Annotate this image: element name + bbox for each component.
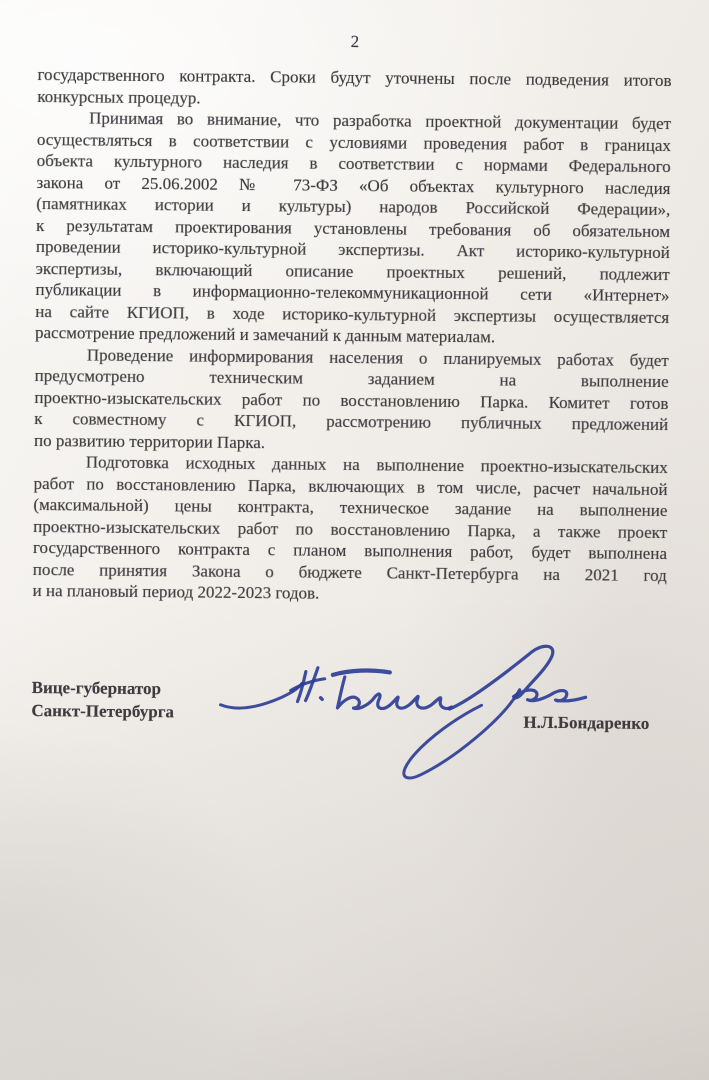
text-line: на сайте КГИОП, в ходе историко-культурной экспертизы осуществляется [35,301,670,327]
text-line: и на плановый период 2022-2023 годов. [32,580,320,603]
text-line: объекта культурного наследия в соответствии с нормами Федерального [36,150,671,177]
text-line: Принимая во внимание, что разработка проектной документации будет [89,108,672,134]
text-line: предусмотрено техническим заданием на выполнение [34,365,669,392]
text-line: (памятниках истории и культуры) народов Российской Федерации», [36,193,671,220]
signature-block [31,675,665,734]
text-line: после принятия Закона о бюджете Санкт-Петербурга на 2021 год [32,559,667,585]
text-line: Подготовка исходных данных на выполнение проектно-изыскательских [85,452,668,478]
text-line: государственного контракта. Сроки будут уточнены после подведения итогов [37,64,672,91]
letter-page [31,28,672,735]
text-line: к совместному с КГИОП, рассмотрению публичных предложений [34,408,669,435]
text-line: осуществляться в соответствии с условиями проведения работ в границах [36,129,671,155]
signature-path [333,670,390,675]
text-line: конкурсных процедур. [37,86,201,108]
text-line: работ по восстановлению Парка, включающих в том числе, расчет начальной [33,473,668,499]
text-line: (максимальной) цены контракта, техническое задание на выполнение [33,494,668,521]
signer-title-line1: Вице-губернатор [31,677,162,698]
signer-name: Н.Л.Бондаренко [523,712,650,733]
page-number: 2 [350,32,360,52]
signer-title-line2: Санкт-Петербурга [31,700,175,721]
text-line: по развитию территории Парка. [33,430,266,452]
text-line: проведении историко-культурной экспертизы. Акт историко-культурной [35,236,670,263]
signer-title [31,675,174,722]
text-line: проектно-изыскательских работ по восстановлению Парка. Комитет готов [34,387,669,413]
text-line: проектно-изыскательских работ по восстановлению Парка, а также проект [33,516,668,542]
text-line: к результатам проектирования установлены требования об обязательном [36,215,671,241]
text-line: Проведение информирования населения о планируемых работах будет [86,344,669,370]
text-line: публикации в информационно-телекоммуникационной сети «Интернет» [35,279,670,306]
text-line: государственного контракта с планом выполнения работ, будет выполнена [32,537,668,564]
text-line: закона от 25.06.2002 № 73-ФЗ «Об объектах культурного наследия [36,172,671,198]
text-line: рассмотрение предложений и замечаний к данным материалам. [34,322,496,347]
document-body [32,64,671,608]
text-line: экспертизы, включающий описание проектных решений, подлежит [35,258,670,284]
